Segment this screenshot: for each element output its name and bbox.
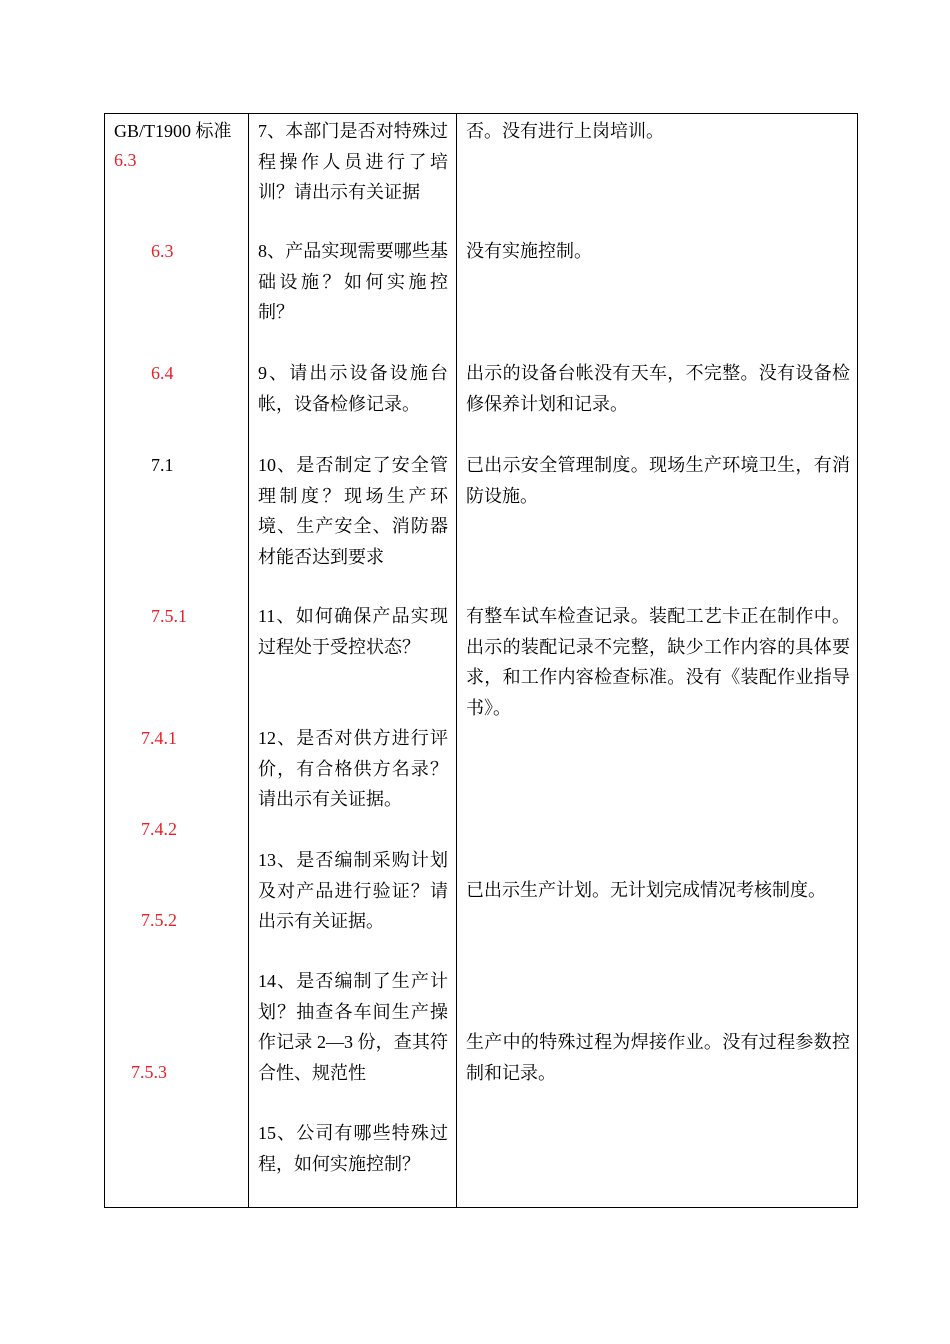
answer-9: 出示的设备台帐没有天车，不完整。没有设备检修保养计划和记录。 (466, 363, 850, 414)
clause-7-1: 7.1 (151, 455, 174, 475)
clause-7-5-1: 7.5.1 (151, 606, 187, 626)
answer-11: 有整车试车检查记录。装配工艺卡正在制作中。出示的装配记录不完整，缺少工作内容的具体要求，和工作内容检查标准。没有《装配作业指导书》。 (466, 606, 850, 718)
question-15: 15、公司有哪些特殊过程，如何实施控制？ (258, 1123, 448, 1174)
clause-7-5-3: 7.5.3 (131, 1062, 167, 1082)
question-9: 9、请出示设备设施台帐，设备检修记录。 (258, 363, 448, 414)
column-divider-1 (248, 114, 249, 1207)
clause-standard-label: GB/T1900 标准 (114, 121, 232, 141)
answer-10: 已出示安全管理制度。现场生产环境卫生，有消防设施。 (466, 455, 850, 506)
answer-15: 生产中的特殊过程为焊接作业。没有过程参数控制和记录。 (466, 1032, 850, 1083)
answer-13: 已出示生产计划。无计划完成情况考核制度。 (466, 880, 826, 900)
question-14: 14、是否编制了生产计划？抽查各车间生产操作记录 2—3 份，查其符合性、规范性 (258, 971, 448, 1083)
question-8: 8、产品实现需要哪些基础设施？如何实施控制？ (258, 241, 448, 322)
question-10: 10、是否制定了安全管理制度？现场生产环境、生产安全、消防器材能否达到要求 (258, 455, 448, 567)
question-13: 13、是否编制采购计划及对产品进行验证？请出示有关证据。 (258, 850, 448, 931)
clause-7-4-1: 7.4.1 (141, 728, 177, 748)
clause-7-4-2: 7.4.2 (141, 819, 177, 839)
question-11: 11、如何确保产品实现过程处于受控状态？ (258, 606, 448, 657)
question-12: 12、是否对供方进行评价，有合格供方名录？请出示有关证据。 (258, 728, 448, 809)
clause-6-3-a: 6.3 (114, 150, 137, 170)
question-7: 7、本部门是否对特殊过程操作人员进行了培训？请出示有关证据 (258, 121, 448, 202)
clause-6-4: 6.4 (151, 363, 174, 383)
column-divider-2 (456, 114, 457, 1207)
answer-7: 否。没有进行上岗培训。 (466, 121, 664, 141)
clause-7-5-2: 7.5.2 (141, 910, 177, 930)
answer-8: 没有实施控制。 (466, 241, 592, 261)
clause-6-3-b: 6.3 (151, 241, 174, 261)
